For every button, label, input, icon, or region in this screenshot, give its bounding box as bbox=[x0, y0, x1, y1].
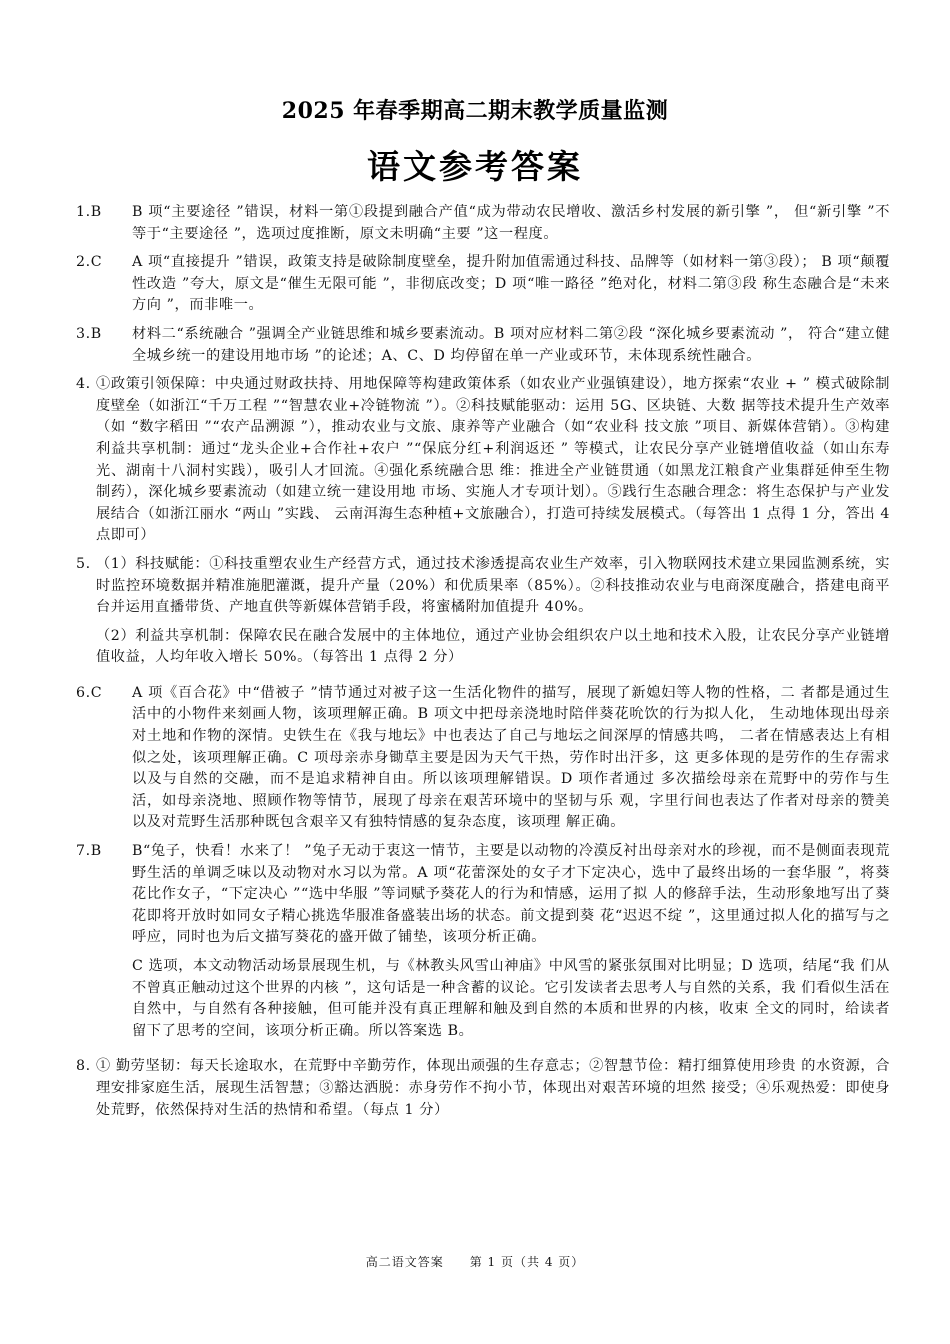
item-explanation-continued: C 选项，本文动物活动场景展现生机，与《林教头风雪山神庙》中风雪的紧张氛围对比明显；D 选项，结尾“我 们从不曾真正触动过这个世界的内核 ”，这句话是一种含蓄的议论。它引发读者去思考人与自然的关系，我 们看似生活在自然中，与自然有各种接触，但可能并没有真正理解和触及到自然的本质和世界的内核，收束 全文的同时，给读者留下了思考的空间，该项分析正确。所以答案选 B。 bbox=[132, 958, 890, 1039]
item-explanation: 材料二“系统融合 ”强调全产业链思维和城乡要素流动。B 项对应材料二第②段 “深化城乡要素流动 ”， 符合“建立健全城乡统一的建设用地市场 ”的论述；A、C、D 均停留在单一产业或环节，未体现系统性融合。 bbox=[132, 325, 890, 364]
item-explanation: （1）科技赋能：①科技重塑农业生产经营方式，通过技术渗透提高农业生产效率，引入物联网技术建立果园监测系统，实时监控环境数据并精准施肥灌溉，提升产量（20%）和优质果率（85%）。②科技推动农业与电商深度融合，搭建电商平台并运用直播带货、产地直供等新媒体营销手段，将蜜橘附加值提升 40%。 bbox=[96, 555, 890, 616]
item-explanation: A 项“直接提升 ”错误，政策支持是破除制度壁垒，提升附加值需通过科技、品牌等（如材料一第③段）； B 项“颠覆性改造 ”夸大，原文是“催生无限可能 ”，非彻底改变；D 项“唯一路径 ”绝对化，材料二第③段 称生态融合是“未来方向 ”，而非唯一。 bbox=[132, 254, 890, 314]
item-number: 8. bbox=[76, 1058, 91, 1075]
item-number: 5. bbox=[76, 555, 91, 572]
answer-item-8 bbox=[76, 1056, 890, 1121]
answer-item-3 bbox=[76, 324, 890, 367]
item-explanation: B 项“主要途径 ”错误，材料一第①段提到融合产值“成为带动农民增收、激活乡村发展的新引擎 ”， 但“新引擎 ”不等于“主要途径 ”，选项过度推断，原文未明确“主要 ”这一程度。 bbox=[132, 204, 890, 242]
item-explanation: B“兔子，快看！水来了！ ”兔子无动于衷这一情节，主要是以动物的冷漠反衬出母亲对水的珍视，而不是侧面表现荒野生活的单调乏味以及动物对水习以为常。A 项“花蕾深处的女子才下定决心，选中了最终出场的一套华服 ”，将葵花比作女子，“下定决心 ”“选中华服 ”等词赋予葵花人的行为和情感，运用了拟 人的修辞手法，生动形象地写出了葵花即将开放时如同女子精心挑选华服准备盛装出场的状态。前文提到葵 花“迟迟不绽 ”，这里通过拟人化的描写与之呼应，同时也为后文描写葵花的盛开做了铺垫，该项分析正确。 bbox=[132, 843, 890, 946]
page-footer: 高二语文答案 第 1 页（共 4 页） bbox=[365, 1255, 585, 1269]
item-number: 2.C bbox=[76, 254, 103, 271]
exam-title: 2025 年春季期高二期末教学质量监测 bbox=[281, 98, 669, 124]
item-explanation: A 项《百合花》中“借被子 ”情节通过对被子这一生活化物件的描写，展现了新媳妇等人物的性格，二 者都是通过生活中的小物件来刻画人物，该项理解正确。B 项文中把母亲浇地时陪伴葵花吮饮的行为拟人化， 生动地体现出母亲对土地和作物的深情。史铁生在《我与地坛》中也表达了自己与地坛之间深厚的情感共鸣， 二者在情感表达上有相似之处，该项理解正确。C 项母亲赤身锄草主要是因为天气干热，劳作时出汗多，这 更多体现的是劳作的生存需求以及与自然的交融，而不是追求精神自由。所以该项理解错误。D 项作者通过 多次描绘母亲在荒野中的劳作与生活，如母亲浇地、照顾作物等情节，展现了母亲在艰苦环境中的坚韧与乐 观，字里行间也表达了作者对母亲的赞美以及对荒野生活那种既包含艰辛又有独特情感的复杂态度，该项理 解正确。 bbox=[132, 684, 890, 831]
item-body bbox=[132, 841, 890, 1049]
item-number: 7.B bbox=[76, 843, 102, 860]
item-number: 4. bbox=[76, 376, 91, 393]
item-body bbox=[96, 554, 890, 676]
item-explanation: ① 勤劳坚韧：每天长途取水，在荒野中辛勤劳作，体现出顽强的生存意志；②智慧节俭：精打细算使用珍贵 的水资源，合理安排家庭生活，展现生活智慧；③豁达洒脱：赤身劳作不拘小节，体现出对艰苦环境的坦然 接受；④乐观热爱：即使身处荒野，依然保持对生活的热情和希望。（每点 1 分） bbox=[96, 1058, 890, 1118]
answer-item-4 bbox=[76, 374, 890, 547]
item-explanation: ①政策引领保障：中央通过财政扶持、用地保障等构建政策体系（如农业产业强镇建设），地方探索“农业 + ” 模式破除制度壁垒（如浙江“千万工程 ”“智慧农业+冷链物流 ”）。②科技赋能驱动：运用 5G、区块链、大数 据等技术提升生产效率（如 “数字稻田 ”“农产品溯源 ”），推动农业与文旅、康养等产业融合（如“农业科 技文旅 ”项目、新媒体营销）。③构建利益共享机制：通过“龙头企业+合作社+农户 ”“保底分红+利润返还 ” 等模式，让农民分享产业链增值收益（如山东寿光、湖南十八洞村实践），吸引人才回流。④强化系统融合思 维：推进全产业链贯通（如黑龙江粮食产业集群延伸至生物制药），深化城乡要素流动（如建立统一建设用地 市场、实施人才专项计划）。⑤践行生态融合理念：将生态保护与产业发展结合（如浙江丽水 “两山 ”实践、 云南洱海生态种植+文旅融合），打造可持续发展模式。（每答出 1 点得 1 分，答出 4 点即可） bbox=[96, 376, 890, 544]
answer-item-1 bbox=[76, 202, 890, 245]
answer-item-7 bbox=[76, 841, 890, 1049]
answer-item-2 bbox=[76, 252, 890, 317]
page-title: 语文参考答案 bbox=[367, 147, 583, 186]
answer-list bbox=[76, 202, 890, 1128]
item-number: 1.B bbox=[76, 204, 102, 220]
item-number: 6.C bbox=[76, 684, 103, 701]
item-explanation-continued: （2）利益共享机制：保障农民在融合发展中的主体地位，通过产业协会组织农户以土地和技术入股，让农民分享产业链增值收益，人均年收入增长 50%。（每答出 1 点得 2 分） bbox=[96, 627, 890, 666]
answer-item-5 bbox=[76, 554, 890, 676]
answer-item-6 bbox=[76, 683, 890, 834]
item-number: 3.B bbox=[76, 325, 102, 342]
